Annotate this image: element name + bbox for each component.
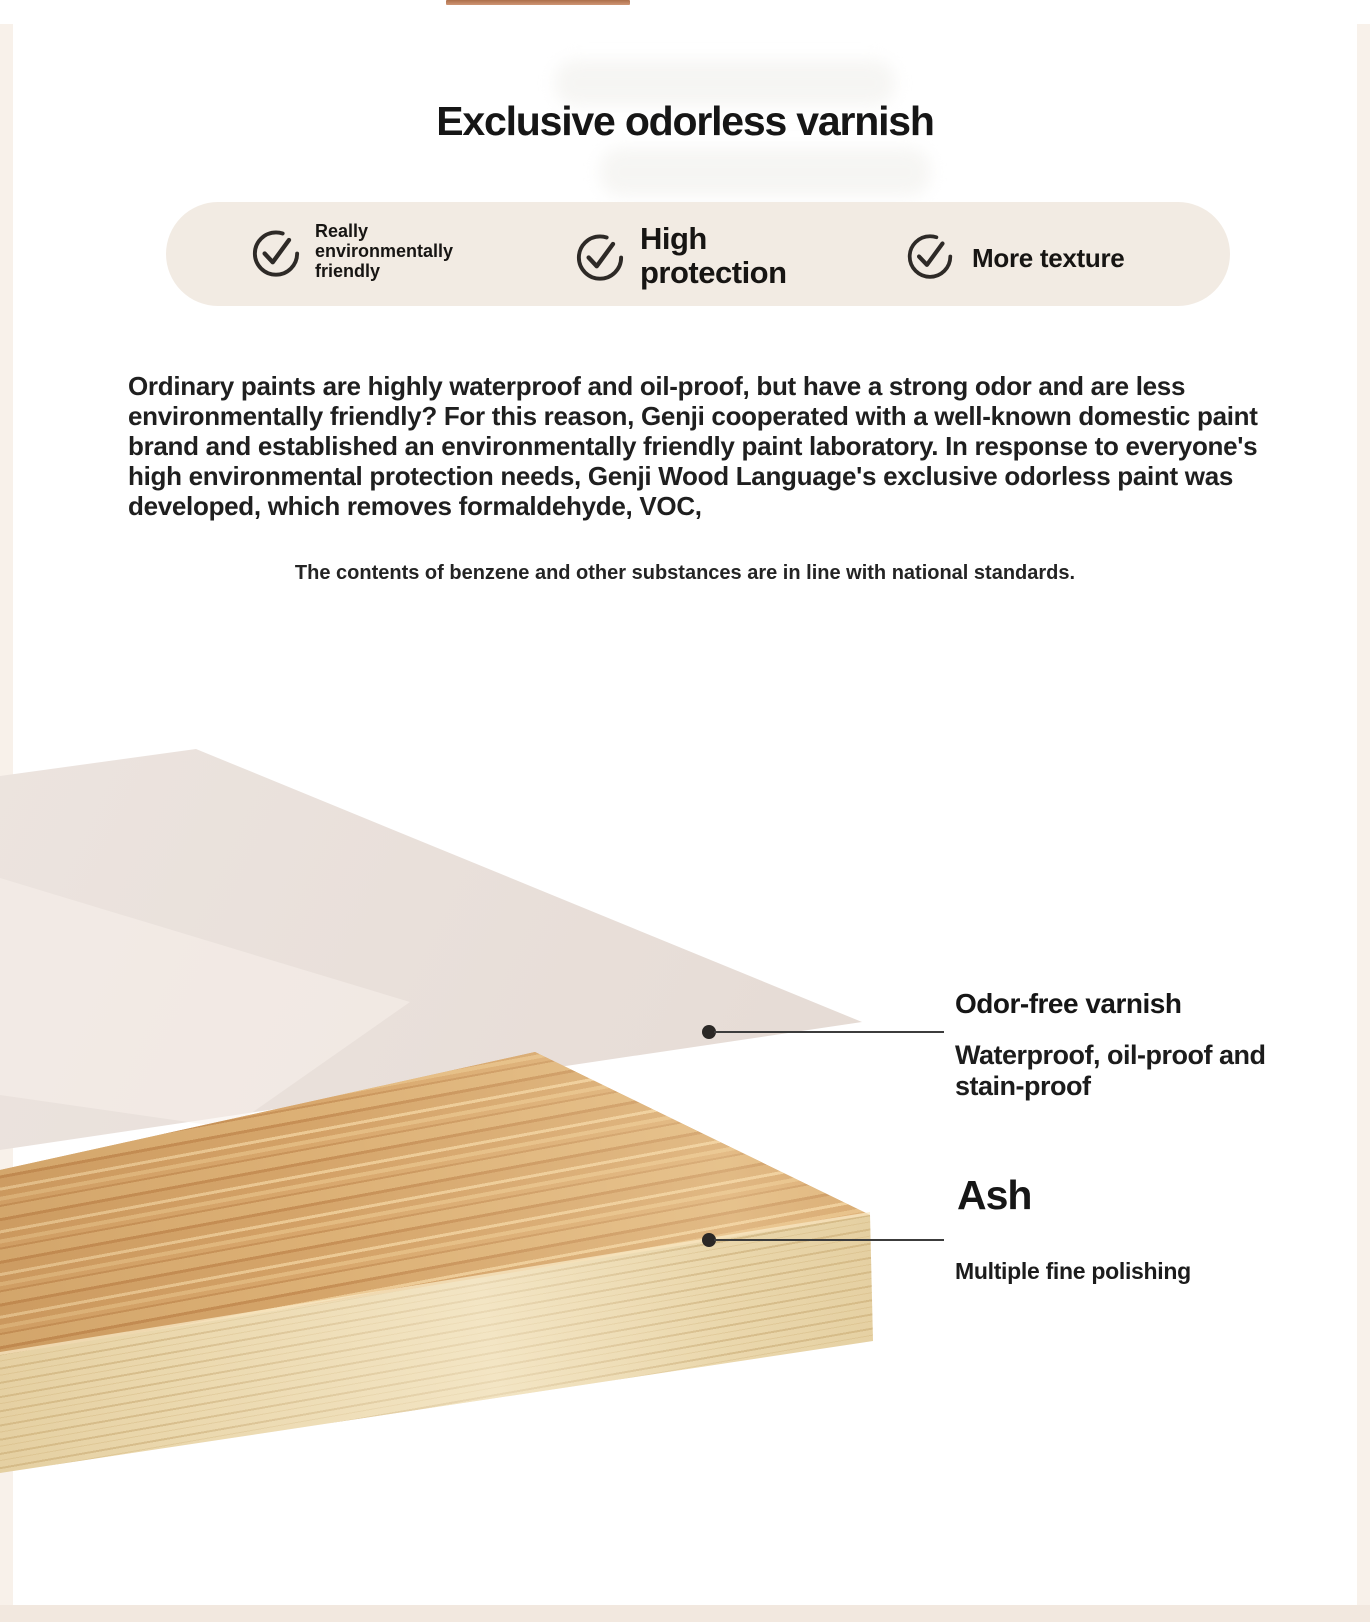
standards-note: The contents of benzene and other substances are in line with national standards.	[294, 562, 1076, 584]
watermark-smudge	[600, 148, 930, 196]
right-margin-strip	[1357, 24, 1370, 1622]
feature-pill	[166, 202, 1230, 306]
callout-desc-varnish: Waterproof, oil-proof and stain-proof	[955, 1040, 1266, 1101]
check-circle-icon	[250, 227, 302, 279]
bottom-margin-strip	[0, 1605, 1370, 1622]
callout-line	[714, 1239, 944, 1241]
feature-label: More texture	[972, 243, 1125, 273]
feature-label: High protection	[640, 221, 787, 290]
feature-label: Really environmentally friendly	[315, 221, 454, 281]
callout-line	[714, 1031, 944, 1033]
callout-desc-ash: Multiple fine polishing	[955, 1258, 1191, 1284]
description-paragraph: Ordinary paints are highly waterproof and oil-proof, but have a strong odor and are less environmentally friendly? For this reason, Genji cooperated with a well-known domestic paint brand and established an environmentally friendly paint laboratory. In response to everyone's high environmental protection needs, Genji Wood Language's exclusive odorless paint was developed, which removes formaldehyde, VOC,	[128, 371, 1258, 521]
check-circle-icon	[905, 231, 955, 281]
check-circle-icon	[574, 231, 626, 283]
page-title: Exclusive odorless varnish	[436, 98, 934, 144]
top-accent-bar	[446, 0, 630, 5]
callout-title-ash: Ash	[957, 1172, 1032, 1218]
callout-title-varnish: Odor-free varnish	[955, 988, 1182, 1019]
